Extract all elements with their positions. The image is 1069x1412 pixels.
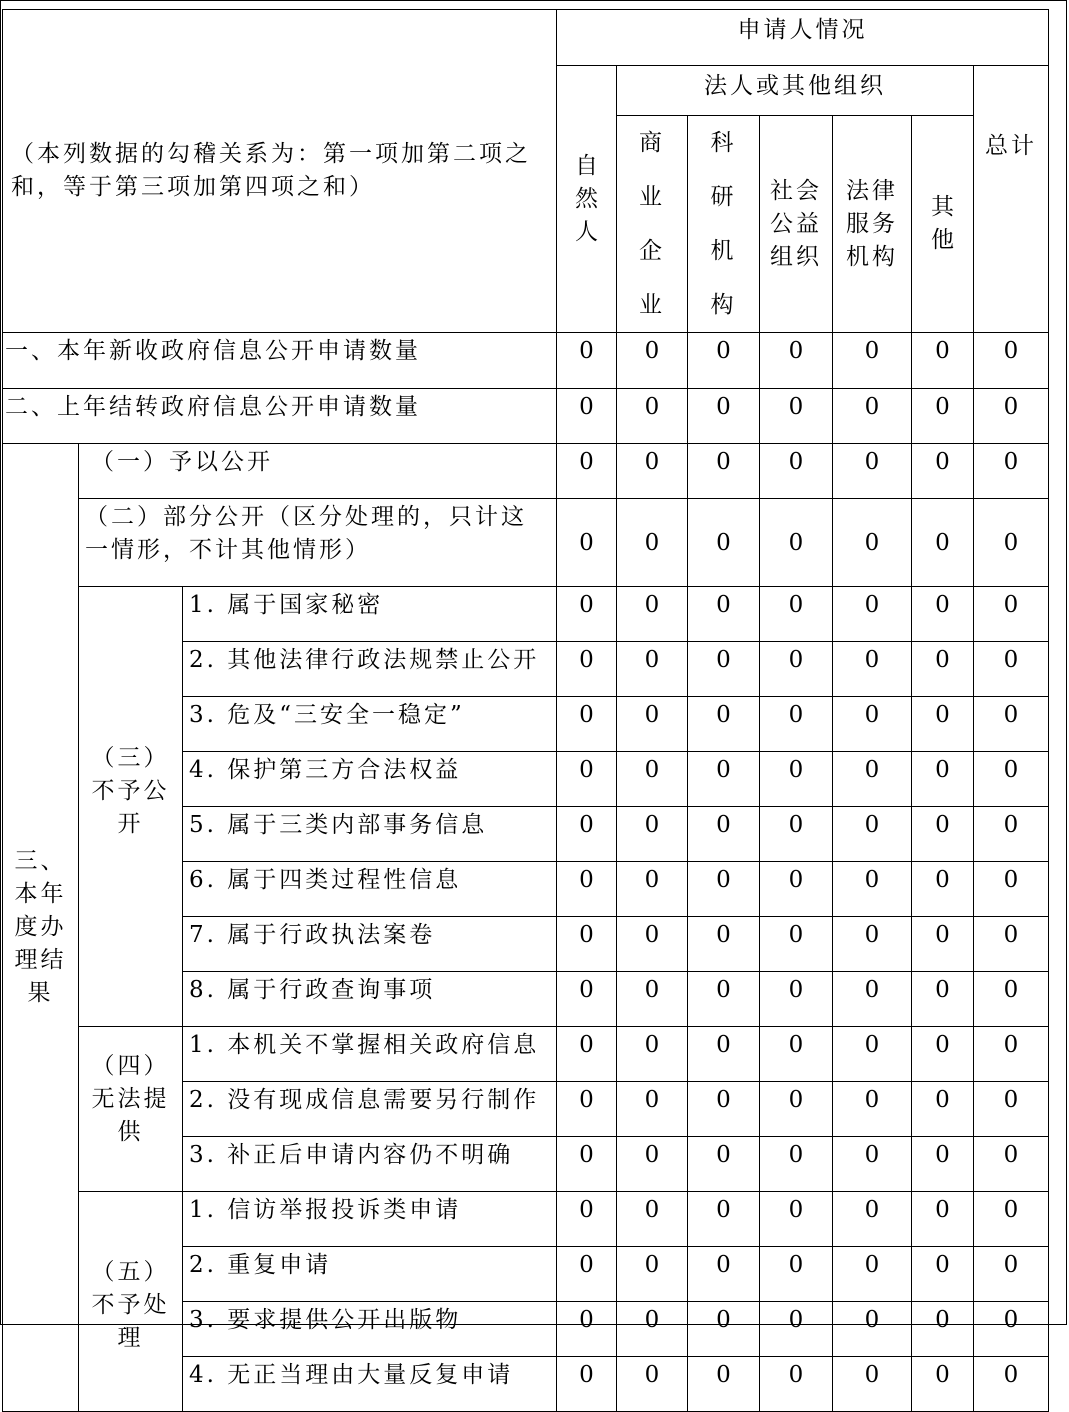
cell-value: 0 — [617, 1137, 688, 1192]
header-applicant-situation: 申请人情况 — [557, 10, 1049, 66]
cell-value: 0 — [912, 1357, 974, 1412]
cell-value: 0 — [833, 752, 912, 807]
cell-value: 0 — [760, 587, 833, 642]
cell-value: 0 — [688, 389, 760, 444]
table-row — [3, 333, 1049, 389]
cell-value: 0 — [760, 1302, 833, 1357]
cell-value: 0 — [688, 1192, 760, 1247]
cell-value: 0 — [617, 807, 688, 862]
cell-value: 0 — [760, 1082, 833, 1137]
row-label: 1. 本机关不掌握相关政府信息 — [183, 1027, 557, 1082]
cell-value: 0 — [833, 389, 912, 444]
cell-value: 0 — [974, 499, 1049, 587]
cell-value: 0 — [974, 862, 1049, 917]
row-label: 5. 属于三类内部事务信息 — [183, 807, 557, 862]
cell-value: 0 — [688, 1357, 760, 1412]
cell-value: 0 — [912, 917, 974, 972]
cell-value: 0 — [617, 1082, 688, 1137]
header-note: （本列数据的勾稽关系为：第一项加第二项之和，等于第三项加第四项之和） — [3, 10, 557, 333]
cell-value: 0 — [760, 752, 833, 807]
cell-value: 0 — [912, 499, 974, 587]
cell-value: 0 — [688, 444, 760, 499]
header-social: 社会公益组织 — [760, 116, 833, 333]
cell-value: 0 — [912, 587, 974, 642]
cell-value: 0 — [688, 752, 760, 807]
cell-value: 0 — [760, 389, 833, 444]
cell-value: 0 — [688, 807, 760, 862]
row-label: 2. 重复申请 — [183, 1247, 557, 1302]
cell-value: 0 — [833, 697, 912, 752]
row-label: 二、上年结转政府信息公开申请数量 — [3, 389, 557, 444]
cell-value: 0 — [974, 752, 1049, 807]
cell-value: 0 — [833, 1137, 912, 1192]
cell-value: 0 — [833, 1247, 912, 1302]
disclosure-statistics-table — [2, 9, 1049, 1412]
cell-value: 0 — [760, 1137, 833, 1192]
cell-value: 0 — [833, 1082, 912, 1137]
cell-value: 0 — [557, 862, 617, 917]
header-legal-group: 法人或其他组织 — [617, 66, 974, 116]
table-row — [3, 499, 1049, 587]
header-total: 总计 — [974, 66, 1049, 333]
cell-value: 0 — [974, 972, 1049, 1027]
cell-value: 0 — [974, 1247, 1049, 1302]
cell-value: 0 — [617, 1247, 688, 1302]
row-label: 1. 属于国家秘密 — [183, 587, 557, 642]
cell-value: 0 — [974, 1082, 1049, 1137]
cell-value: 0 — [974, 1137, 1049, 1192]
cell-value: 0 — [557, 807, 617, 862]
cell-value: 0 — [833, 972, 912, 1027]
table-row — [3, 1192, 1049, 1247]
cell-value: 0 — [912, 972, 974, 1027]
cell-value: 0 — [688, 917, 760, 972]
cell-value: 0 — [912, 1302, 974, 1357]
row-label: 6. 属于四类过程性信息 — [183, 862, 557, 917]
section3-label: 三、本年度办理结果 — [3, 444, 79, 1412]
cell-value: 0 — [617, 1192, 688, 1247]
cell-value: 0 — [617, 1027, 688, 1082]
cell-value: 0 — [760, 1247, 833, 1302]
cell-value: 0 — [760, 807, 833, 862]
row-label: 3. 危及“三安全一稳定” — [183, 697, 557, 752]
cell-value: 0 — [557, 1302, 617, 1357]
cell-value: 0 — [617, 1357, 688, 1412]
cell-value: 0 — [912, 1082, 974, 1137]
header-legal-service: 法律服务机构 — [833, 116, 912, 333]
row-label: 3. 要求提供公开出版物 — [183, 1302, 557, 1357]
cell-value: 0 — [617, 697, 688, 752]
cell-value: 0 — [557, 1082, 617, 1137]
cell-value: 0 — [912, 389, 974, 444]
table-row — [3, 587, 1049, 642]
cell-value: 0 — [912, 807, 974, 862]
cell-value: 0 — [833, 642, 912, 697]
cell-value: 0 — [688, 499, 760, 587]
cell-value: 0 — [617, 752, 688, 807]
cell-value: 0 — [974, 1027, 1049, 1082]
cell-value: 0 — [760, 499, 833, 587]
not-disclose-label: （三）不予公开 — [79, 587, 183, 1027]
cell-value: 0 — [688, 642, 760, 697]
cell-value: 0 — [760, 1357, 833, 1412]
cell-value: 0 — [974, 444, 1049, 499]
cell-value: 0 — [688, 1082, 760, 1137]
cell-value: 0 — [617, 1302, 688, 1357]
row-label: 8. 属于行政查询事项 — [183, 972, 557, 1027]
cell-value: 0 — [760, 444, 833, 499]
row-label: 4. 无正当理由大量反复申请 — [183, 1357, 557, 1412]
cell-value: 0 — [557, 1247, 617, 1302]
table-row — [3, 389, 1049, 444]
cell-value: 0 — [688, 1027, 760, 1082]
cell-value: 0 — [974, 807, 1049, 862]
row-label: （二）部分公开（区分处理的，只计这一情形，不计其他情形） — [79, 499, 557, 587]
cell-value: 0 — [557, 697, 617, 752]
cell-value: 0 — [974, 587, 1049, 642]
cell-value: 0 — [557, 752, 617, 807]
table-row — [3, 444, 1049, 499]
cell-value: 0 — [833, 862, 912, 917]
cell-value: 0 — [912, 752, 974, 807]
row-label: 1. 信访举报投诉类申请 — [183, 1192, 557, 1247]
row-label: （一）予以公开 — [79, 444, 557, 499]
cell-value: 0 — [557, 917, 617, 972]
cell-value: 0 — [833, 807, 912, 862]
cell-value: 0 — [912, 1247, 974, 1302]
cell-value: 0 — [912, 1027, 974, 1082]
header-other: 其他 — [912, 116, 974, 333]
cell-value: 0 — [974, 642, 1049, 697]
cell-value: 0 — [557, 444, 617, 499]
cell-value: 0 — [688, 1137, 760, 1192]
cell-value: 0 — [974, 333, 1049, 389]
cell-value: 0 — [912, 333, 974, 389]
cell-value: 0 — [688, 697, 760, 752]
cell-value: 0 — [557, 499, 617, 587]
cell-value: 0 — [760, 862, 833, 917]
cell-value: 0 — [912, 697, 974, 752]
cell-value: 0 — [912, 1137, 974, 1192]
cell-value: 0 — [912, 1192, 974, 1247]
cell-value: 0 — [688, 587, 760, 642]
cell-value: 0 — [688, 862, 760, 917]
cell-value: 0 — [833, 1357, 912, 1412]
table-row — [3, 1027, 1049, 1082]
cannot-provide-label: （四）无法提供 — [79, 1027, 183, 1192]
row-label: 7. 属于行政执法案卷 — [183, 917, 557, 972]
cell-value: 0 — [617, 587, 688, 642]
row-label: 2. 没有现成信息需要另行制作 — [183, 1082, 557, 1137]
cell-value: 0 — [833, 1027, 912, 1082]
cell-value: 0 — [974, 389, 1049, 444]
cell-value: 0 — [557, 1357, 617, 1412]
not-process-label: （五）不予处理 — [79, 1192, 183, 1412]
cell-value: 0 — [557, 389, 617, 444]
cell-value: 0 — [617, 333, 688, 389]
row-label: 4. 保护第三方合法权益 — [183, 752, 557, 807]
cell-value: 0 — [688, 333, 760, 389]
cell-value: 0 — [833, 917, 912, 972]
cell-value: 0 — [557, 1192, 617, 1247]
cell-value: 0 — [833, 587, 912, 642]
cell-value: 0 — [974, 1192, 1049, 1247]
cell-value: 0 — [912, 862, 974, 917]
cell-value: 0 — [760, 1192, 833, 1247]
cell-value: 0 — [617, 862, 688, 917]
cell-value: 0 — [557, 642, 617, 697]
cell-value: 0 — [912, 444, 974, 499]
cell-value: 0 — [760, 697, 833, 752]
cell-value: 0 — [557, 972, 617, 1027]
cell-value: 0 — [760, 972, 833, 1027]
header-research: 科研机构 — [688, 116, 760, 333]
cell-value: 0 — [617, 499, 688, 587]
header-commercial: 商业企业 — [617, 116, 688, 333]
cell-value: 0 — [912, 642, 974, 697]
cell-value: 0 — [833, 333, 912, 389]
cell-value: 0 — [833, 444, 912, 499]
header-natural-person: 自然人 — [557, 66, 617, 333]
cell-value: 0 — [617, 642, 688, 697]
row-label: 一、本年新收政府信息公开申请数量 — [3, 333, 557, 389]
cell-value: 0 — [688, 1302, 760, 1357]
cell-value: 0 — [974, 697, 1049, 752]
cell-value: 0 — [617, 444, 688, 499]
cell-value: 0 — [833, 1302, 912, 1357]
cell-value: 0 — [833, 1192, 912, 1247]
cell-value: 0 — [760, 1027, 833, 1082]
cell-value: 0 — [617, 972, 688, 1027]
cell-value: 0 — [688, 1247, 760, 1302]
cell-value: 0 — [974, 917, 1049, 972]
row-label: 2. 其他法律行政法规禁止公开 — [183, 642, 557, 697]
cell-value: 0 — [760, 333, 833, 389]
cell-value: 0 — [974, 1302, 1049, 1357]
cell-value: 0 — [760, 917, 833, 972]
cell-value: 0 — [557, 587, 617, 642]
cell-value: 0 — [557, 1137, 617, 1192]
cell-value: 0 — [688, 972, 760, 1027]
cell-value: 0 — [557, 333, 617, 389]
row-label: 3. 补正后申请内容仍不明确 — [183, 1137, 557, 1192]
cell-value: 0 — [557, 1027, 617, 1082]
cell-value: 0 — [974, 1357, 1049, 1412]
cell-value: 0 — [833, 499, 912, 587]
cell-value: 0 — [760, 642, 833, 697]
cell-value: 0 — [617, 389, 688, 444]
cell-value: 0 — [617, 917, 688, 972]
